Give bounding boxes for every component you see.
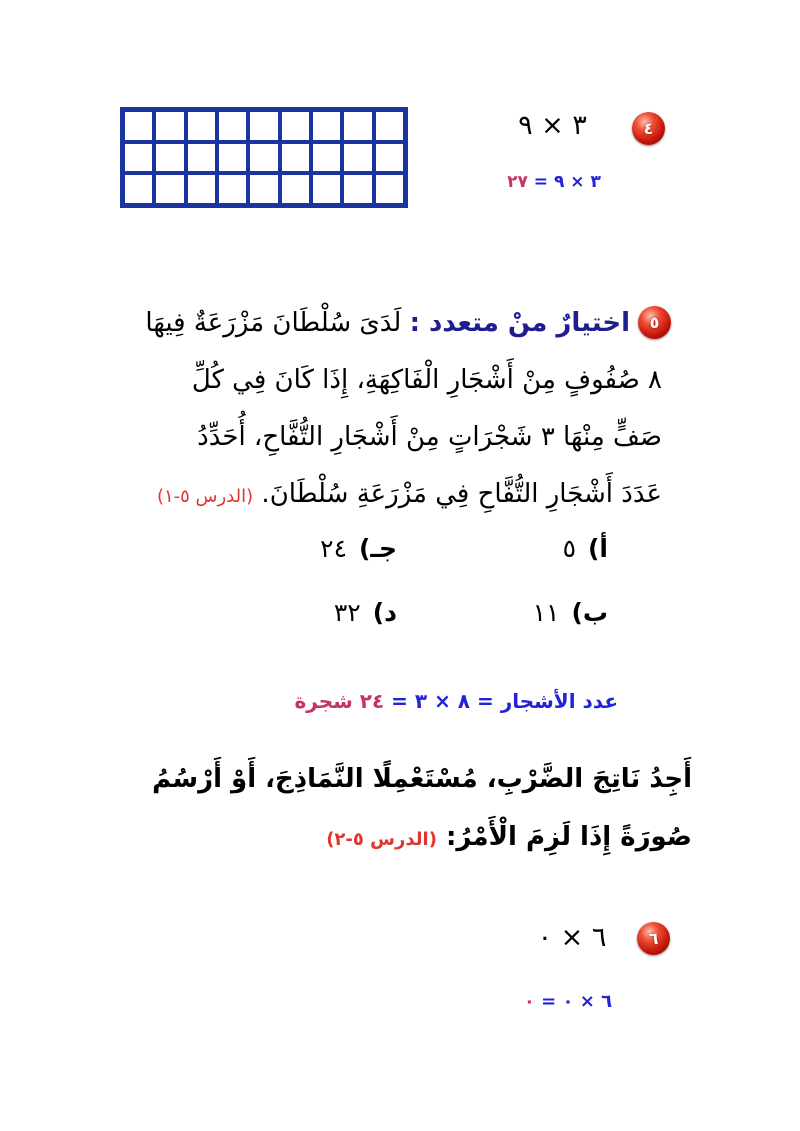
problem4-number: ٤ [643, 118, 654, 138]
grid-cell [311, 173, 342, 205]
choice-c-letter: جـ) [359, 534, 397, 563]
choice-d-letter: د) [372, 598, 397, 627]
choice-a-letter: أ) [588, 534, 608, 563]
grid-cell [342, 110, 373, 142]
problem6-equation: ٦ × ٠ [537, 922, 607, 953]
grid-cell [374, 110, 405, 142]
grid-cell [217, 173, 248, 205]
grid-cell [374, 173, 405, 205]
grid-cell [123, 142, 154, 174]
problem5-line4 [130, 466, 662, 525]
choice-b-value: ١١ [532, 598, 560, 627]
grid-cell [123, 110, 154, 142]
grid-cell [217, 110, 248, 142]
grid-cell [248, 110, 279, 142]
choice-d [292, 595, 397, 631]
grid-cell [154, 142, 185, 174]
grid-cell [154, 110, 185, 142]
problem6-answer-result: ٠ [523, 991, 535, 1012]
problem6-answer-expression: ٦ × ٠ = [534, 991, 613, 1012]
instruction-line2 [112, 808, 692, 869]
problem4-answer [487, 171, 621, 193]
problem5-answer-result: ٢٤ شجرة [294, 689, 385, 713]
problem5-line2: ٨ صُفُوفٍ مِنْ أَشْجَارِ الْفَاكِهَةِ، إِذَا كَانَ فِي كُلِّ [191, 365, 662, 395]
grid-cell [280, 110, 311, 142]
choice-c [292, 531, 397, 567]
grid-cell [186, 173, 217, 205]
choice-a [500, 531, 608, 567]
problem6-number: ٦ [648, 928, 659, 948]
problem6-number-badge [637, 922, 670, 955]
grid-cell [374, 142, 405, 174]
grid-cell [311, 142, 342, 174]
grid-cell [248, 173, 279, 205]
instruction-lesson-ref: (الدرس ٥-٢) [326, 829, 437, 850]
grid-cell [217, 142, 248, 174]
multiple-choice-label: اختيارٌ منْ متعدد : [409, 308, 630, 338]
problem4-equation: ٣ × ٩ [518, 110, 587, 141]
instruction-line1: أَجِدُ نَاتِجَ الضَّرْبِ، مُسْتَعْمِلًا النَّمَاذِجَ، أَوْ أَرْسُمُ [152, 764, 692, 794]
grid-cell [280, 173, 311, 205]
grid-cell [280, 142, 311, 174]
grid-cell [154, 173, 185, 205]
problem5-text-body [130, 295, 662, 525]
choice-b [500, 595, 608, 631]
grid-cell [342, 173, 373, 205]
problem4-answer-expression: ٣ × ٩ = [527, 172, 601, 192]
problem5-number: ٥ [649, 312, 660, 332]
section-instruction [112, 750, 692, 869]
array-model-grid [120, 107, 408, 208]
choice-b-letter: ب) [571, 598, 608, 627]
problem4-number-badge [632, 112, 665, 145]
problem5-line3: صَفٍّ مِنْهَا ٣ شَجْرَاتٍ مِنْ أَشْجَارِ التُّفَّاحِ، أُحَدِّدُ [197, 422, 662, 452]
choice-c-value: ٢٤ [320, 534, 347, 563]
problem5-line4-text: عَدَدَ أَشْجَارِ التُّفَّاحِ فِي مَزْرَعَةِ سُلْطَانَ. [253, 479, 662, 509]
problem6-answer [505, 991, 631, 1013]
problem5-answer-expression: عدد الأشجار = ٨ × ٣ = [384, 689, 618, 713]
problem5-line1-text: لَدَىَ سُلْطَانَ مَزْرَعَةٌ فِيهَا [145, 308, 402, 338]
grid-cell [186, 110, 217, 142]
grid-cell [186, 142, 217, 174]
choice-d-value: ٣٢ [333, 598, 361, 627]
choice-a-value: ٥ [562, 534, 576, 563]
problem4-answer-result: ٢٧ [507, 172, 528, 192]
grid-cell [248, 142, 279, 174]
instruction-line2-text: صُورَةً إِذَا لَزِمَ الْأَمْرُ: [436, 822, 692, 852]
problem5-lesson-ref: (الدرس ٥-١) [156, 486, 254, 507]
grid-cell [123, 173, 154, 205]
problem5-answer [294, 686, 618, 716]
grid-cell [311, 110, 342, 142]
grid-cell [342, 142, 373, 174]
